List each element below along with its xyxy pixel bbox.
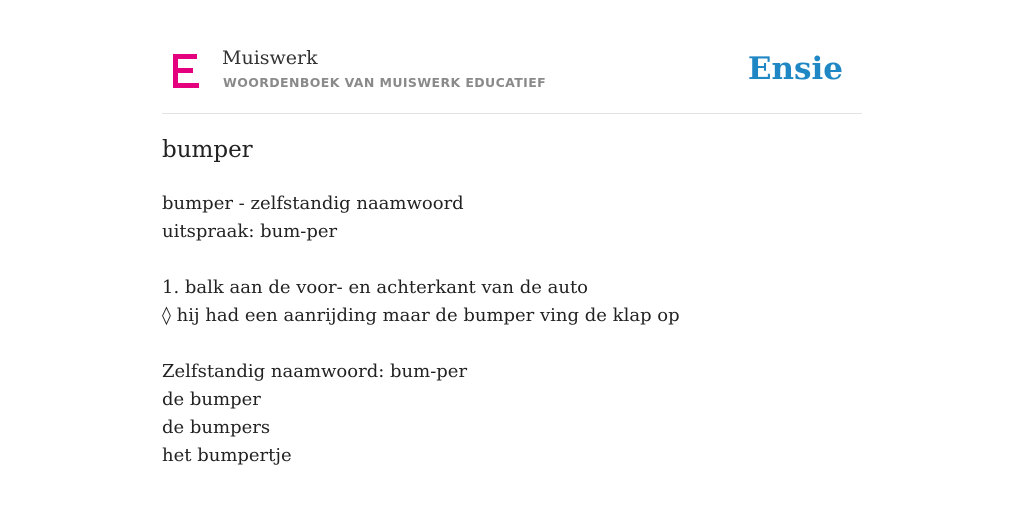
spacer	[162, 330, 862, 358]
form-plural: de bumpers	[162, 417, 271, 438]
form-diminutive: het bumpertje	[162, 445, 292, 466]
brand-subtitle: WOORDENBOEK VAN MUISWERK EDUCATIEF	[223, 75, 547, 90]
logo-bar-bottom	[173, 83, 199, 88]
spacer	[162, 246, 862, 274]
site-header	[162, 44, 862, 114]
grammar-header: Zelfstandig naamwoord: bum-per	[162, 361, 468, 382]
brand-name[interactable]: Muiswerk	[222, 47, 318, 69]
muiswerk-logo-icon[interactable]	[173, 54, 199, 88]
example-1: ◊ hij had een aanrijding maar de bumper ving de klap op	[162, 305, 680, 326]
definition-header: bumper - zelfstandig naamwoord	[162, 193, 464, 214]
meaning-1: 1. balk aan de voor- en achterkant van de auto	[162, 277, 589, 298]
entry-body	[162, 190, 862, 470]
logo-bar-top	[173, 54, 197, 59]
pronunciation: uitspraak: bum-per	[162, 221, 338, 242]
entry-title: bumper	[162, 137, 253, 163]
ensie-logo[interactable]: Ensie	[747, 51, 843, 87]
form-singular: de bumper	[162, 389, 261, 410]
logo-bar-middle	[173, 68, 193, 73]
